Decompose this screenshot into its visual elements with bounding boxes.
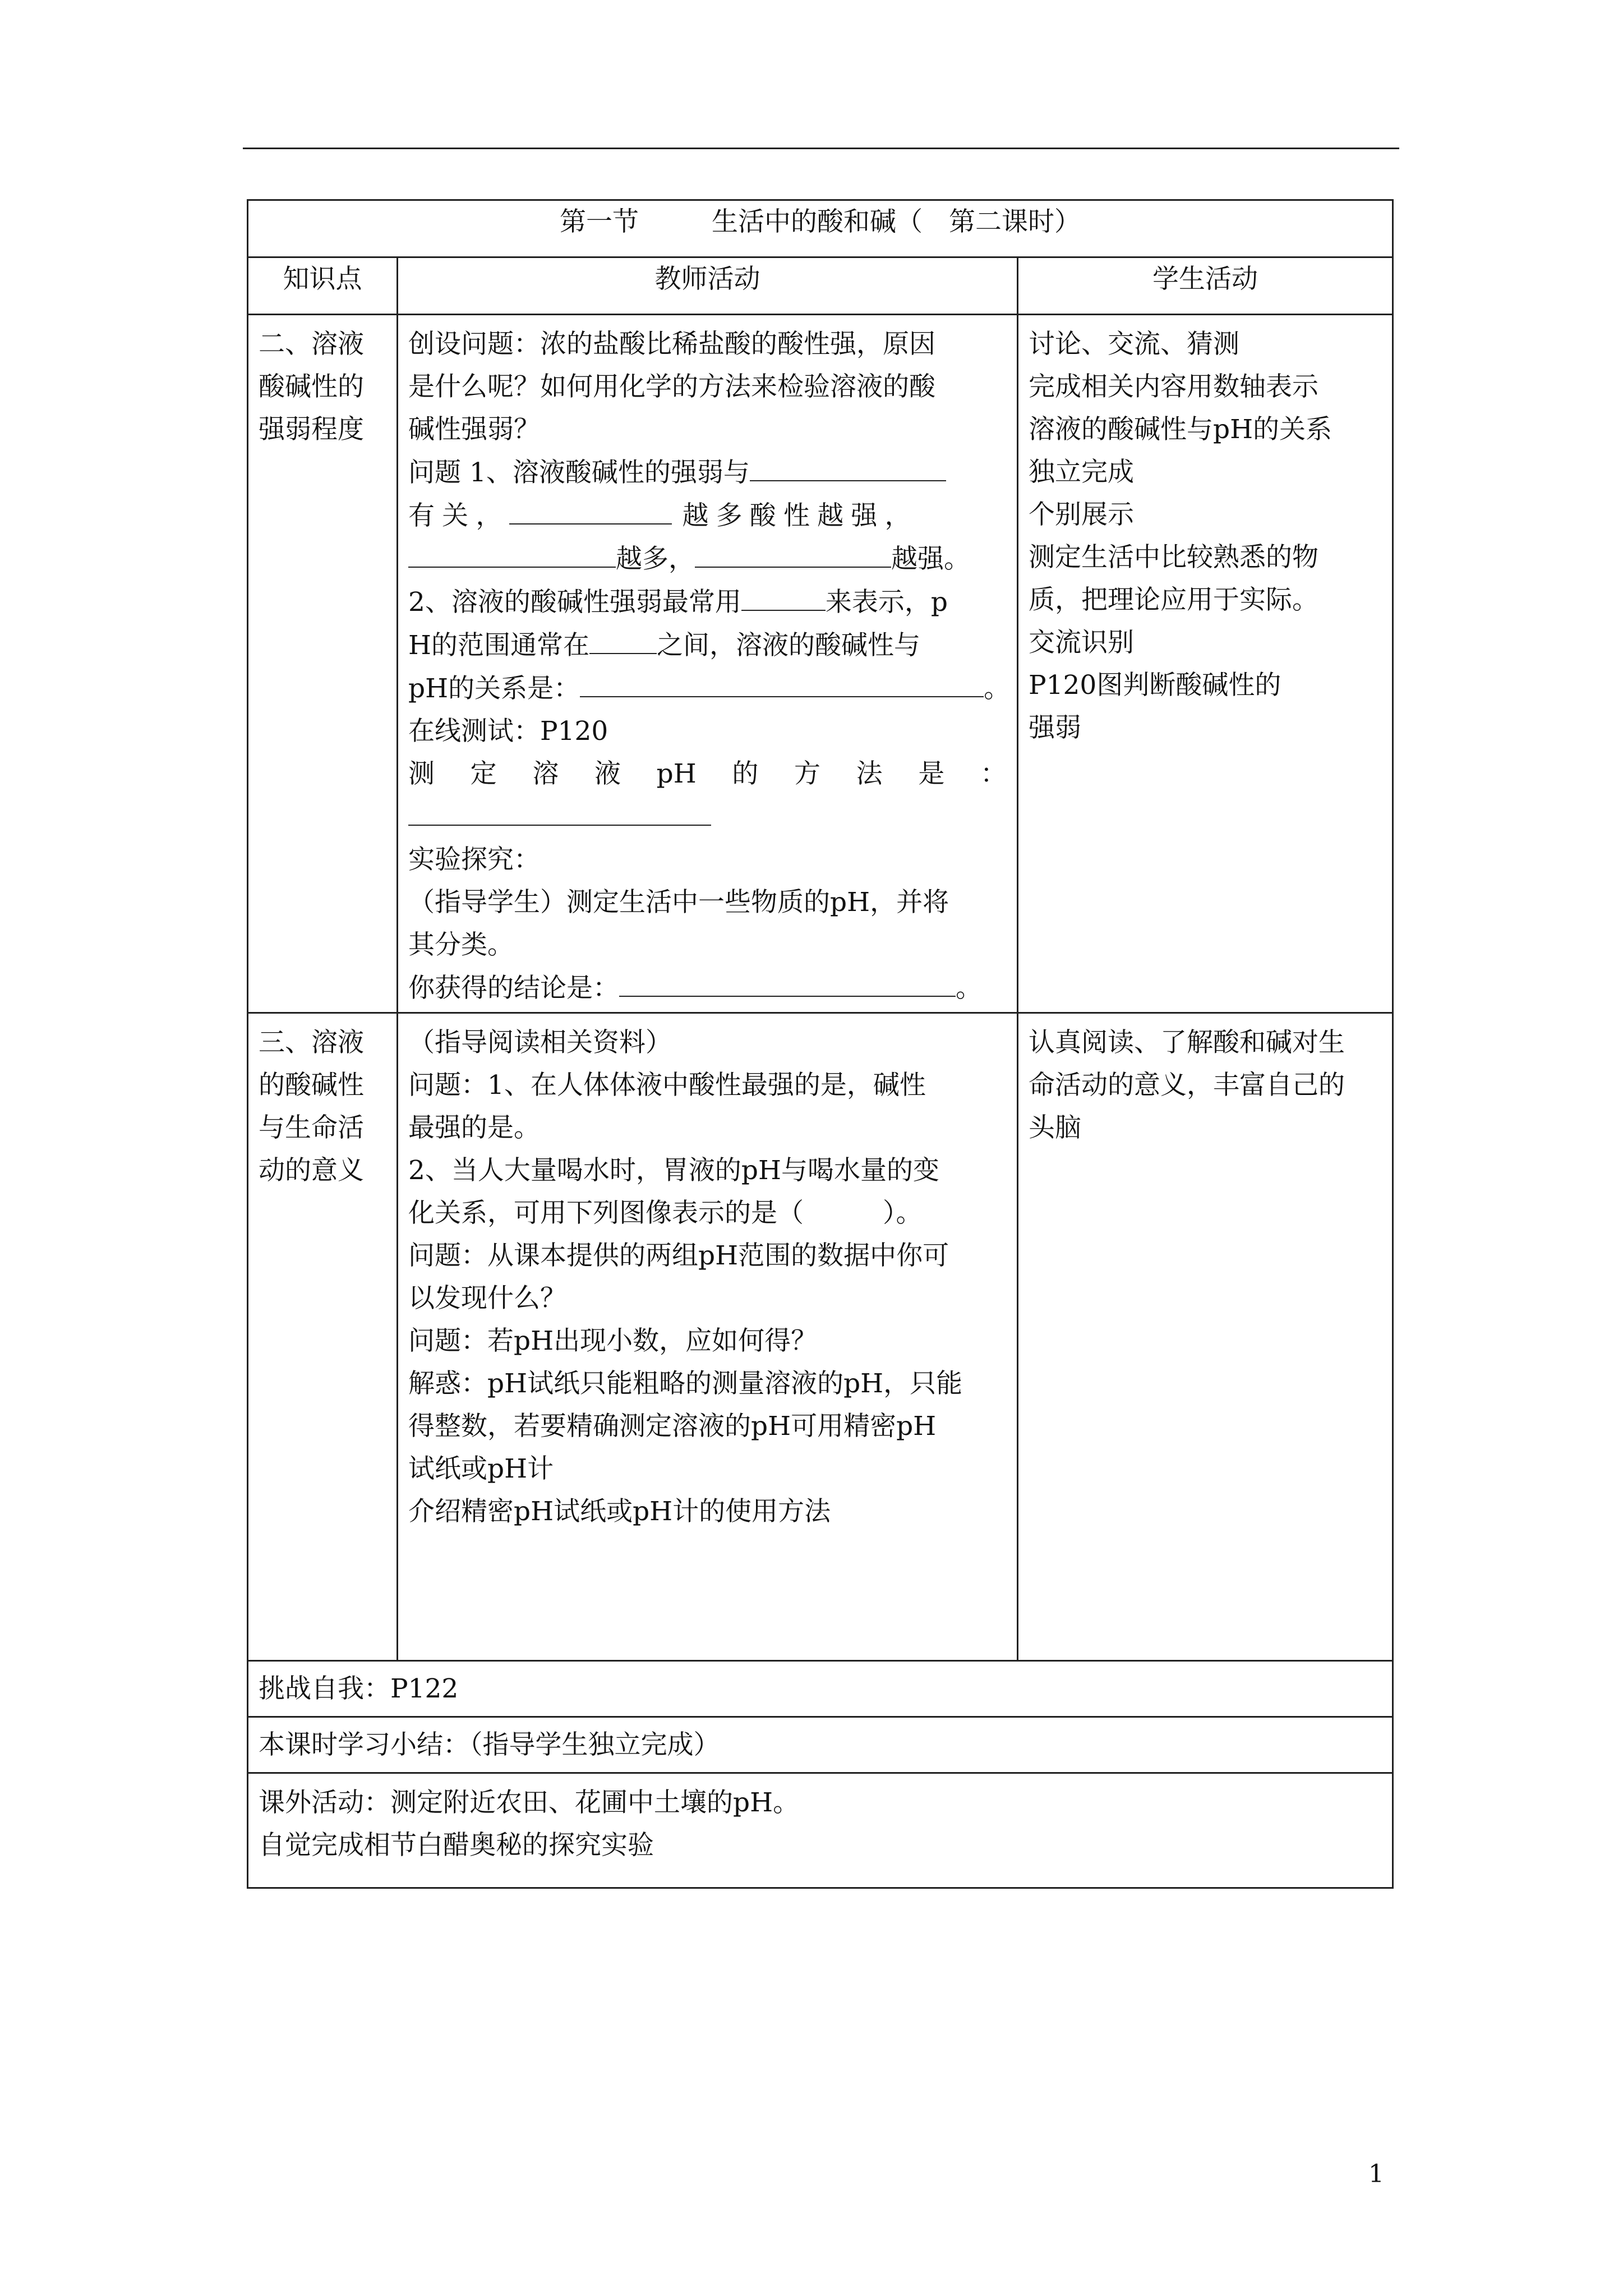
student-text: 独立完成 <box>1029 457 1134 487</box>
teacher-text: H的范围通常在 <box>408 630 589 661</box>
teacher-text: 2、溶液的酸碱性强弱最常用 <box>408 587 741 618</box>
question-line <box>408 451 1007 494</box>
question-line <box>408 581 1007 624</box>
knowledge-line: 与生命活 <box>259 1112 364 1143</box>
student-text: 溶液的酸碱性与pH的关系 <box>1029 414 1332 445</box>
knowledge-cell <box>248 315 398 1013</box>
student-text: 完成相关内容用数轴表示 <box>1029 371 1318 402</box>
question-line <box>408 494 1007 537</box>
teacher-activity-cell <box>398 315 1018 1013</box>
teacher-text: 越多酸性越强， <box>682 500 919 531</box>
student-text: 讨论、交流、猜测 <box>1029 329 1239 360</box>
teacher-activity-cell <box>398 1013 1018 1661</box>
teacher-text: 碱性强弱？ <box>408 414 540 445</box>
teacher-text: 创设问题：浓的盐酸比稀盐酸的酸性强，原因 <box>408 329 935 360</box>
teacher-text: 越强。 <box>891 544 970 574</box>
teacher-text: 问题：从课本提供的两组pH范围的数据中你可 <box>408 1240 949 1271</box>
answer-blank <box>509 494 672 524</box>
teacher-text: 测定溶液pH的方法是： <box>408 758 1007 789</box>
teacher-text: 最强的是。 <box>408 1112 540 1143</box>
student-text: 命活动的意义，丰富自己的 <box>1029 1070 1345 1101</box>
teacher-text: （指导学生）测定生活中一些物质的pH，并将 <box>408 887 949 918</box>
answer-blank <box>619 967 956 997</box>
challenge-row <box>248 1661 1393 1717</box>
teacher-text: 介绍精密pH试纸或pH计的使用方法 <box>408 1496 831 1527</box>
knowledge-cell <box>248 1013 398 1661</box>
answer-blank <box>580 667 984 697</box>
student-activity-cell <box>1018 1013 1393 1661</box>
student-activity-cell <box>1018 315 1393 1013</box>
teacher-text: 有关， <box>408 500 510 531</box>
teacher-text: 问题 1、溶液酸碱性的强弱与 <box>408 457 750 488</box>
student-text: 强弱 <box>1029 712 1081 743</box>
question-line <box>408 624 1007 667</box>
teacher-text: 问题：1、在人体体液中酸性最强的是，碱性 <box>408 1070 926 1101</box>
answer-blank <box>589 624 657 654</box>
outside-text: 课外活动：测定附近农田、花圃中土壤的pH。 <box>259 1787 800 1818</box>
question-line <box>408 667 1011 710</box>
question-line <box>408 537 1007 581</box>
row-acid-base-life <box>248 1013 1393 1661</box>
student-text: 个别展示 <box>1029 499 1134 530</box>
teacher-text: 是什么呢？如何用化学的方法来检验溶液的酸 <box>408 371 935 402</box>
teacher-text: 你获得的结论是： <box>408 973 619 1004</box>
teacher-text: 试纸或pH计 <box>408 1453 554 1484</box>
lesson-section: 第一节 <box>560 206 639 237</box>
header-row <box>248 257 1393 315</box>
lesson-title <box>248 200 1393 257</box>
teacher-text: 实验探究： <box>408 844 540 875</box>
teacher-text: （指导阅读相关资料） <box>408 1027 672 1058</box>
header-knowledge: 知识点 <box>248 257 398 315</box>
question-line <box>408 967 1007 1010</box>
teacher-text: 解惑：pH试纸只能粗略的测量溶液的pH，只能 <box>408 1368 963 1399</box>
page-number: 1 <box>1368 2160 1384 2188</box>
header-rule <box>243 148 1399 149</box>
header-teacher: 教师活动 <box>398 257 1018 315</box>
knowledge-line: 三、溶液 <box>259 1027 364 1058</box>
question-line <box>408 795 1007 839</box>
lesson-topic: 生活中的酸和碱（ 第二课时） <box>712 206 1081 237</box>
answer-blank <box>408 795 711 826</box>
student-text: 认真阅读、了解酸和碱对生 <box>1029 1027 1345 1058</box>
outside-activity-cell <box>248 1773 1393 1888</box>
challenge-text: 挑战自我：P122 <box>248 1661 1393 1717</box>
student-text: 质，把理论应用于实际。 <box>1029 585 1318 615</box>
student-text: P120图判断酸碱性的 <box>1029 670 1281 701</box>
teacher-text: 。 <box>956 973 982 1004</box>
teacher-text: 之间，溶液的酸碱性与 <box>657 630 920 661</box>
teacher-text: 越多， <box>616 544 695 574</box>
teacher-text: 得整数，若要精确测定溶液的pH可用精密pH <box>408 1411 937 1442</box>
lesson-plan-table <box>247 199 1394 1889</box>
answer-blank <box>750 451 946 481</box>
row-acid-base-strength <box>248 315 1393 1013</box>
teacher-text: 在线测试：P120 <box>408 716 608 747</box>
knowledge-line: 二、溶液 <box>259 329 364 360</box>
outside-text: 自觉完成相节白醋奥秘的探究实验 <box>259 1830 654 1861</box>
teacher-text: 其分类。 <box>408 930 514 960</box>
teacher-text: 问题：若pH出现小数，应如何得？ <box>408 1326 818 1356</box>
knowledge-line: 动的意义 <box>259 1155 364 1186</box>
teacher-text: 来表示，p <box>825 587 948 618</box>
student-text: 测定生活中比较熟悉的物 <box>1029 542 1318 573</box>
summary-text: 本课时学习小结：（指导学生独立完成） <box>248 1717 1393 1773</box>
answer-blank <box>695 537 891 568</box>
teacher-text: pH的关系是： <box>408 673 580 704</box>
summary-row <box>248 1717 1393 1773</box>
knowledge-line: 酸碱性的 <box>259 371 364 402</box>
answer-blank <box>408 537 616 568</box>
teacher-text: 。 <box>984 673 1011 704</box>
student-text: 交流识别 <box>1029 627 1134 658</box>
answer-blank <box>741 581 826 611</box>
knowledge-line: 的酸碱性 <box>259 1070 364 1101</box>
knowledge-line: 强弱程度 <box>259 414 364 445</box>
title-row <box>248 200 1393 257</box>
header-student: 学生活动 <box>1018 257 1393 315</box>
teacher-text: 化关系，可用下列图像表示的是（ ）。 <box>408 1198 923 1228</box>
teacher-text: 2、当人大量喝水时，胃液的pH与喝水量的变 <box>408 1155 939 1186</box>
student-text: 头脑 <box>1029 1112 1081 1143</box>
teacher-text: 以发现什么？ <box>408 1283 566 1314</box>
outside-activity-row <box>248 1773 1393 1888</box>
